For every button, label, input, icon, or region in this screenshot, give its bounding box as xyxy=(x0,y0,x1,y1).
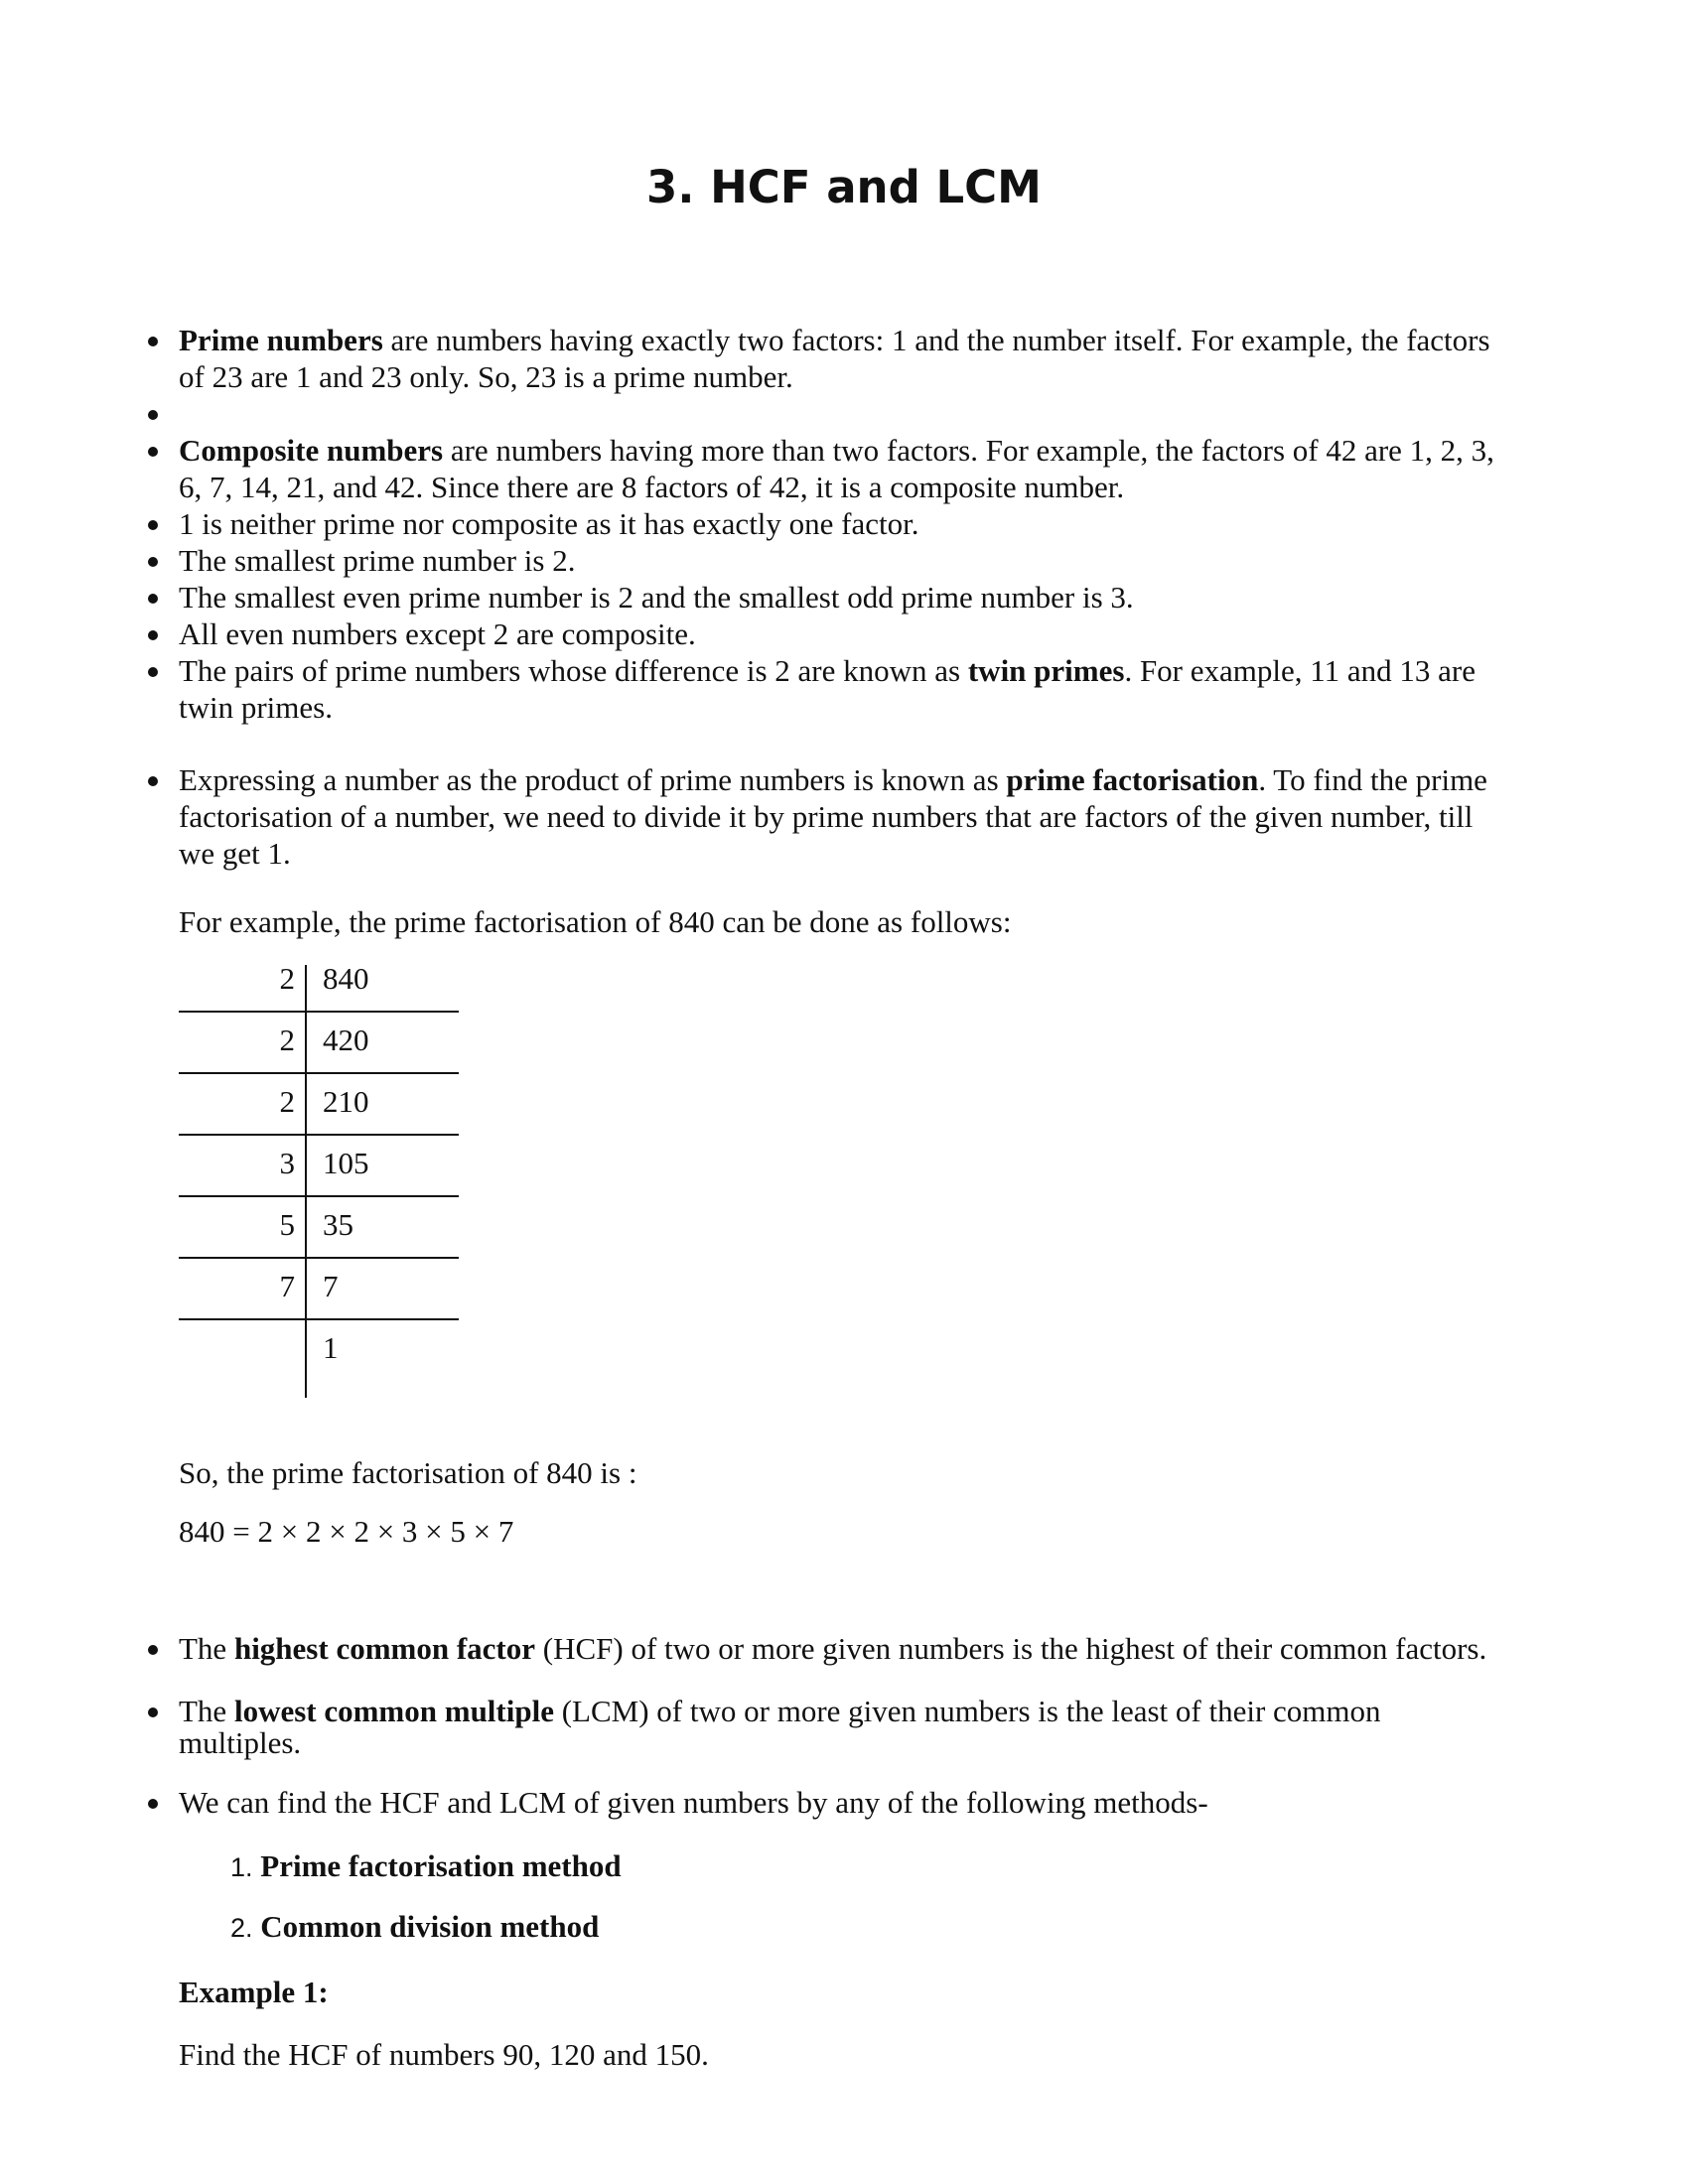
term: twin primes xyxy=(967,653,1125,688)
divisor-cell: 2 xyxy=(279,1084,295,1119)
example-question: Find the HCF of numbers 90, 120 and 150. xyxy=(179,2037,709,2072)
method-label: Common division method xyxy=(260,1909,600,1944)
item-text: The xyxy=(179,1694,234,1728)
item-text: are numbers having more than two factors. For example, the factors of 42 are 1, 2, 3, xyxy=(443,433,1494,468)
table-horizontal-rule xyxy=(179,1257,459,1259)
table-horizontal-rule xyxy=(179,1318,459,1320)
method-item-2 xyxy=(230,1909,599,1945)
item-text: (HCF) of two or more given numbers is the highest of their common factors. xyxy=(535,1631,1487,1666)
item-text: (LCM) of two or more given numbers is the least of their common xyxy=(553,1694,1381,1728)
table-vertical-rule xyxy=(305,965,307,1398)
item-number: 2. xyxy=(230,1913,253,1943)
table-horizontal-rule xyxy=(179,1195,459,1197)
term: Composite numbers xyxy=(179,433,444,468)
page-title: 3. HCF and LCM xyxy=(646,161,1042,213)
item-text: . For example, 11 and 13 are xyxy=(1124,653,1476,688)
table-horizontal-rule xyxy=(179,1072,459,1074)
term: prime factorisation xyxy=(1006,762,1259,797)
list-item xyxy=(179,1693,1609,1761)
example-heading xyxy=(179,1974,329,2010)
term: lowest common multiple xyxy=(233,1694,554,1728)
item-text: 6, 7, 14, 21, and 42. Since there are 8 factors of 42, it is a composite number. xyxy=(179,470,1125,504)
division-table xyxy=(179,961,459,1398)
table-horizontal-rule xyxy=(179,1011,459,1013)
dividend-cell: 1 xyxy=(323,1330,339,1365)
list-item xyxy=(179,322,1609,395)
prime-composite-list xyxy=(179,322,1609,726)
list-item xyxy=(179,761,1609,872)
result-equation: 840 = 2 × 2 × 2 × 3 × 5 × 7 xyxy=(179,1514,514,1549)
dividend-cell: 840 xyxy=(323,961,369,996)
item-text: we get 1. xyxy=(179,836,291,871)
item-text: The pairs of prime numbers whose difference is 2 are known as xyxy=(179,653,968,688)
table-horizontal-rule xyxy=(179,1134,459,1136)
item-text: The xyxy=(179,1631,234,1666)
method-label: Prime factorisation method xyxy=(260,1848,622,1883)
divisor-cell: 7 xyxy=(279,1269,295,1303)
list-item: The smallest prime number is 2. xyxy=(179,542,1609,579)
divisor-cell: 2 xyxy=(279,961,295,996)
list-item xyxy=(179,432,1609,505)
list-item xyxy=(179,652,1609,726)
empty-list-item xyxy=(179,395,1609,432)
item-text: . To find the prime xyxy=(1258,762,1487,797)
item-number: 1. xyxy=(230,1852,253,1882)
factorisation-item xyxy=(179,761,1609,872)
dividend-cell: 7 xyxy=(323,1269,339,1303)
dividend-cell: 420 xyxy=(323,1023,369,1057)
item-text: of 23 are 1 and 23 only. So, 23 is a prime number. xyxy=(179,359,793,394)
result-line: So, the prime factorisation of 840 is : xyxy=(179,1455,637,1490)
divisor-cell: 2 xyxy=(279,1023,295,1057)
list-item: We can find the HCF and LCM of given numbers by any of the following methods- xyxy=(179,1784,1609,1821)
divisor-cell: 5 xyxy=(279,1207,295,1242)
dividend-cell: 35 xyxy=(323,1207,353,1242)
divisor-cell: 3 xyxy=(279,1146,295,1180)
list-item xyxy=(179,1630,1609,1667)
list-item: The smallest even prime number is 2 and the smallest odd prime number is 3. xyxy=(179,579,1609,615)
lcm-item xyxy=(179,1693,1609,1761)
dividend-cell: 105 xyxy=(323,1146,369,1180)
item-text: twin primes. xyxy=(179,690,333,725)
term: highest common factor xyxy=(233,1631,536,1666)
list-item: All even numbers except 2 are composite. xyxy=(179,615,1609,652)
item-text: are numbers having exactly two factors: 1 and the number itself. For example, the factors xyxy=(382,323,1490,357)
dividend-cell: 210 xyxy=(323,1084,369,1119)
list-item: 1 is neither prime nor composite as it has exactly one factor. xyxy=(179,505,1609,542)
item-text: Expressing a number as the product of prime numbers is known as xyxy=(179,762,1007,797)
example-intro: For example, the prime factorisation of 840 can be done as follows: xyxy=(179,904,1012,939)
method-item-1 xyxy=(230,1848,622,1884)
item-text: factorisation of a number, we need to divide it by prime numbers that are factors of the given number, till xyxy=(179,799,1474,834)
example-heading-text: Example 1: xyxy=(179,1975,329,2009)
term: Prime numbers xyxy=(179,323,383,357)
hcf-lcm-list xyxy=(179,1630,1609,1667)
methods-intro-item xyxy=(179,1784,1609,1821)
item-text: multiples. xyxy=(179,1725,302,1760)
